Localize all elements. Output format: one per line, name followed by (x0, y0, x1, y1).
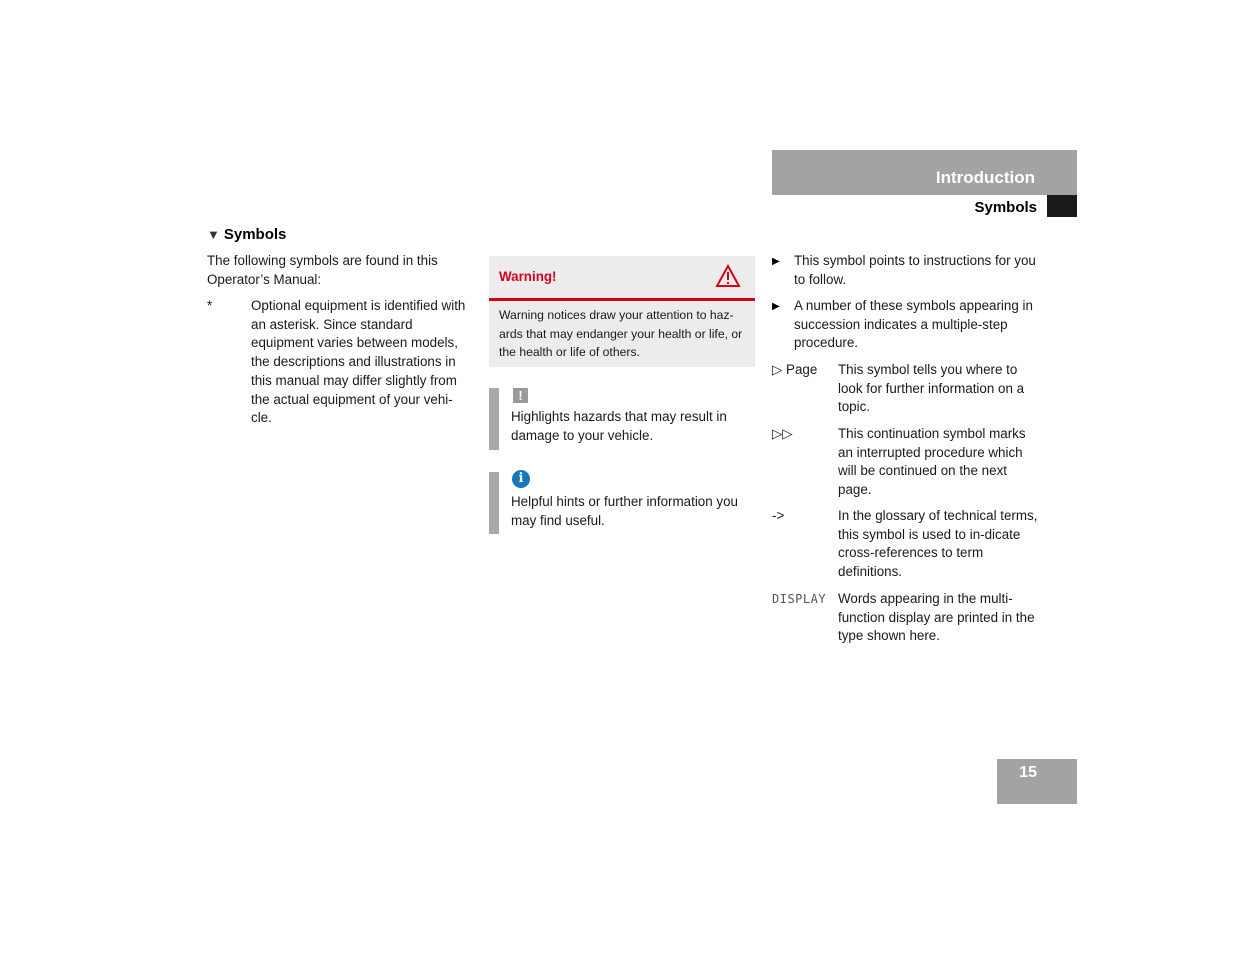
info-text: Helpful hints or further information you may find useful. (511, 494, 739, 528)
play-arrow-icon: ▶ (772, 301, 780, 312)
bullet-instruction-text: This symbol points to instructions for you to follow. (794, 253, 1036, 287)
page-reference-text: This symbol tells you where to look for further information on a topic. (838, 362, 1025, 415)
glossary-arrow-symbol: -> (772, 508, 785, 523)
display-text: Words appearing in the multi-function display are printed in the type shown here. (838, 591, 1035, 644)
asterisk-symbol: * (207, 298, 213, 313)
chapter-header (772, 150, 1077, 195)
warning-box (489, 256, 755, 367)
glossary-text: In the glossary of technical terms, this symbol is used to in-dicate cross-references to term definitions. (838, 508, 1038, 580)
intro-text: The following symbols are found in this Operator’s Manual: (207, 253, 438, 287)
page-number-box (997, 759, 1077, 804)
page-heading (207, 226, 286, 243)
section-marker (1047, 195, 1077, 217)
info-icon: i (512, 470, 530, 488)
continuation-symbol: ▷▷ (772, 426, 793, 441)
optional-equipment-text: Optional equipment is identified with an asterisk. Since standard equipment varies between models, the descriptions and illustrations in this manual may differ slightly from the actual equipment of your vehi-cle. (251, 298, 466, 426)
info-bar (489, 472, 499, 534)
page-number: 15 (1019, 764, 1037, 781)
caution-bar (489, 388, 499, 450)
triangle-down-icon: ▼ (207, 227, 220, 242)
warning-triangle-icon (715, 264, 741, 288)
exclamation-icon: ! (513, 388, 528, 403)
warning-body: Warning notices draw your attention to haz-ards that may endanger your health or life, or the health or life of others. (499, 308, 743, 359)
chapter-title: Introduction (935, 168, 1035, 187)
section-title: Symbols (974, 199, 1037, 216)
warning-header (489, 256, 755, 301)
warning-label: Warning! (499, 269, 557, 284)
continuation-text: This continuation symbol marks an interrupted procedure which will be continued on the next page. (838, 426, 1026, 498)
caution-text: Highlights hazards that may result in damage to your vehicle. (511, 409, 727, 443)
display-symbol: DISPLAY (772, 592, 827, 606)
bullet-multistep-text: A number of these symbols appearing in succession indicates a multiple-step procedure. (794, 298, 1033, 351)
play-arrow-icon: ▶ (772, 256, 780, 267)
page-heading-text: Symbols (223, 226, 287, 243)
page-reference-symbol: ▷ Page (772, 362, 818, 377)
